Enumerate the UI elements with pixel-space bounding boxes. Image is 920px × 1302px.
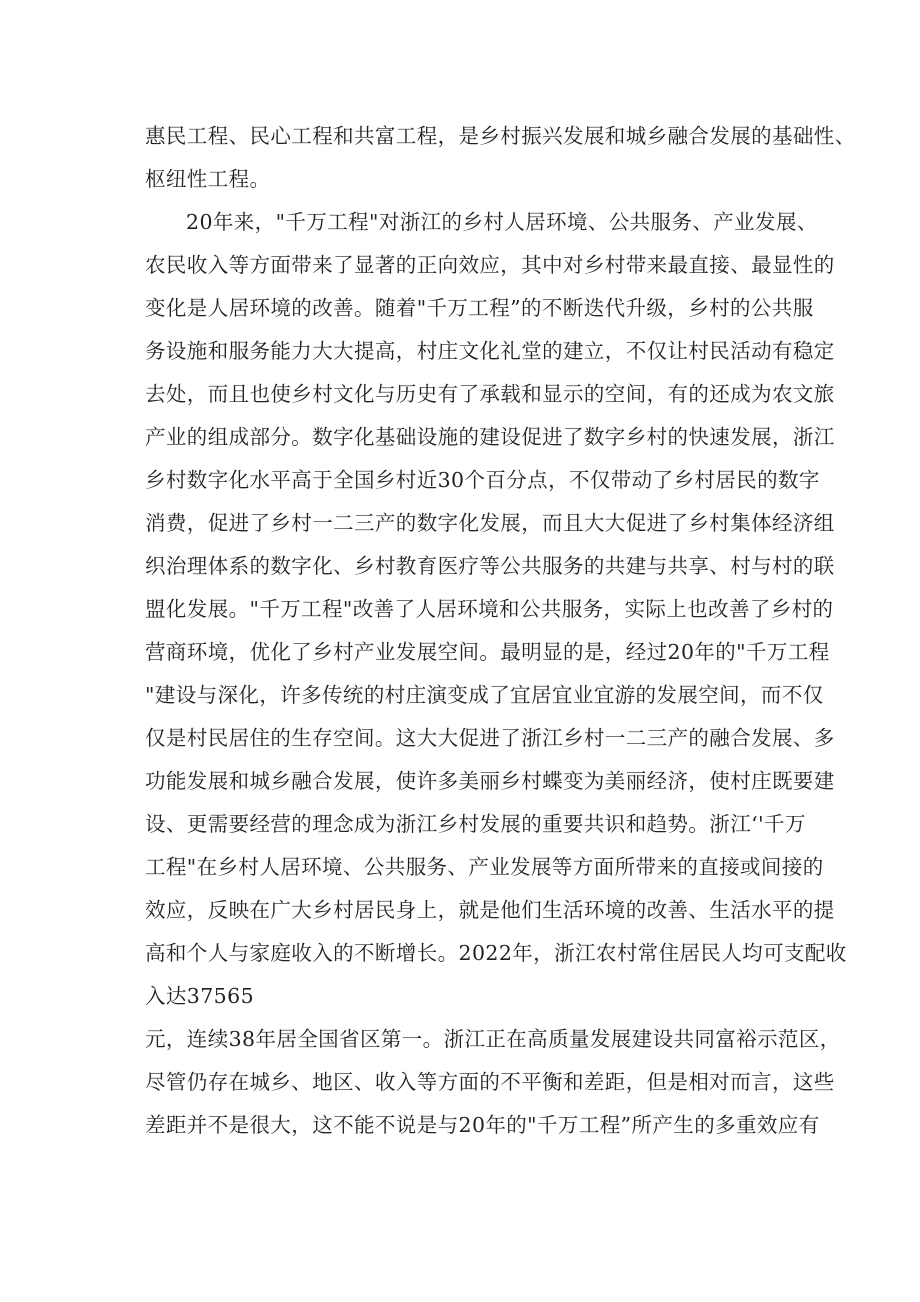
text-line: 仅是村民居住的生存空间。这大大促进了浙江乡村一二三产的融合发展、多 [145,726,835,750]
text-line: 产业的组成部分。数字化基础设施的建设促进了数字乡村的快速发展，浙江 [145,425,835,449]
document-body [145,115,856,1147]
text-line: 设、更需要经营的理念成为浙江乡村发展的重要共识和趋势。浙江‘'千万 [145,812,806,836]
text-line: 差距并不是很大，这不能不说是与20年的"千万工程”所产生的多重效应有 [145,1113,820,1137]
text-line: 务设施和服务能力大大提高，村庄文化礼堂的建立，不仅让村民活动有稳定 [145,339,835,363]
text-line: 惠民工程、民心工程和共富工程，是乡村振兴发展和城乡融合发展的基础性、 [145,124,856,148]
text-line: 变化是人居环境的改善。随着"千万工程”的不断迭代升级，乡村的公共服 [145,296,814,320]
text-line: 入达37565 [145,984,255,1008]
text-line: 效应，反映在广大乡村居民身上，就是他们生活环境的改善、生活水平的提 [145,898,835,922]
text-line: 营商环境，优化了乡村产业发展空间。最明显的是，经过20年的"千万工程 [145,640,830,664]
text-line: 功能发展和城乡融合发展，使许多美丽乡村蝶变为美丽经济，使村庄既要建 [145,769,835,793]
text-line: 消费，促进了乡村一二三产的数字化发展，而且大大促进了乡村集体经济组 [145,511,835,535]
text-line: 枢纽性工程。 [145,167,271,191]
text-line: 去处，而且也使乡村文化与历史有了承载和显示的空间，有的还成为农文旅 [145,382,835,406]
text-line: "建设与深化，许多传统的村庄演变成了宜居宜业宜游的发展空间，而不仅 [145,683,824,707]
text-line: 工程"在乡村人居环境、公共服务、产业发展等方面所带来的直接或间接的 [145,855,824,879]
text-line: 高和个人与家庭收入的不断增长。2022年，浙江农村常住居民人均可支配收 [145,941,847,965]
text-line: 乡村数字化水平高于全国乡村近30个百分点，不仅带动了乡村居民的数字 [145,468,820,492]
text-line: 20年来，"千万工程"对浙江的乡村人居环境、公共服务、产业发展、 [186,210,818,234]
text-line: 农民收入等方面带来了显著的正向效应，其中对乡村带来最直接、最显性的 [145,253,835,277]
text-line: 盟化发展。"千万工程"改善了人居环境和公共服务，实际上也改善了乡村的 [145,597,834,621]
text-line: 尽管仍存在城乡、地区、收入等方面的不平衡和差距，但是相对而言，这些 [145,1070,835,1094]
text-line: 织治理体系的数字化、乡村教育医疗等公共服务的共建与共享、村与村的联 [145,554,835,578]
text-line: 元，连续38年居全国省区第一。浙江正在高质量发展建设共同富裕示范区， [145,1027,841,1051]
